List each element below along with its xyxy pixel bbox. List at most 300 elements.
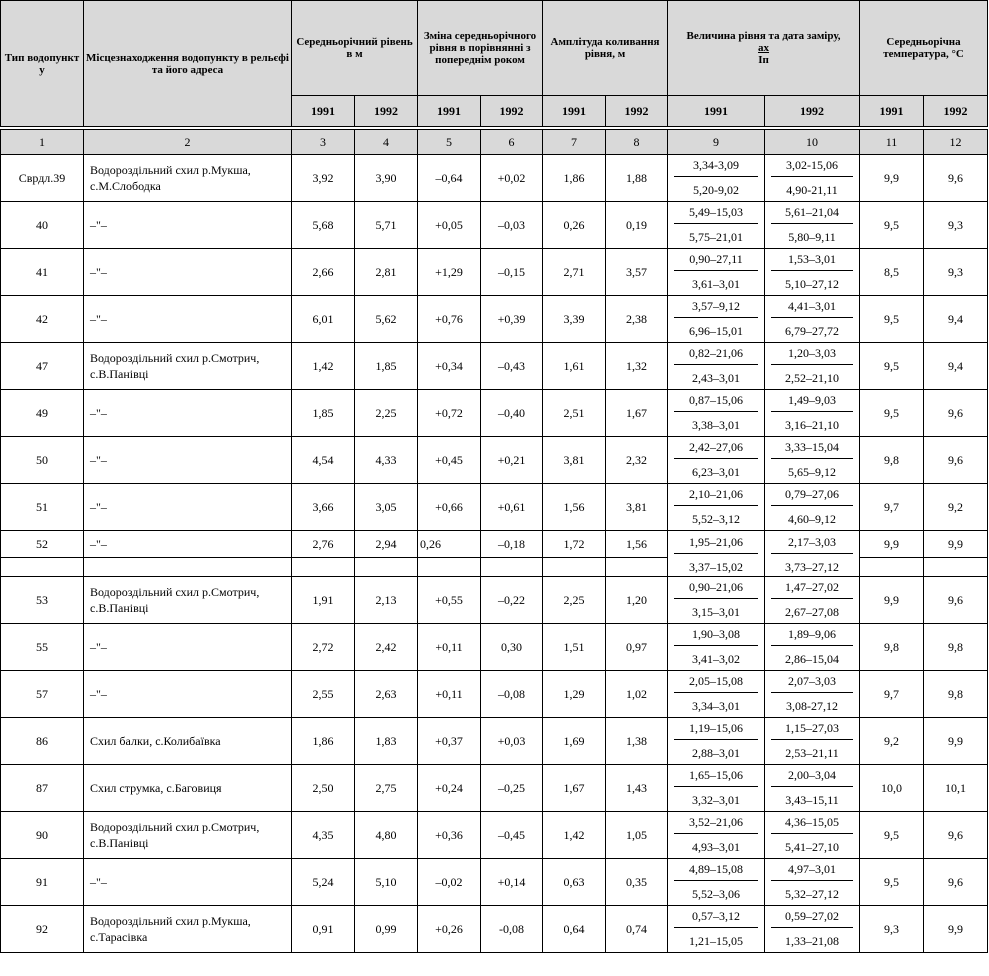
well-location: Водороздільний схил р.Смотрич, с.В.Панівці [84,812,292,859]
level-max: 1,65–15,06 [674,767,758,787]
well-id: 90 [1,812,84,859]
amplitude-1992: 0,19 [606,202,668,249]
level-max: 3,33–15,04 [771,439,853,459]
mean-level-1992: 1,85 [355,343,418,390]
temperature-1992: 9,6 [924,859,988,906]
level-date-1991 [668,249,765,296]
level-date-1992 [765,671,860,718]
level-date-1991 [668,906,765,953]
level-min: 3,37–15,02 [689,559,744,574]
header-temperature: Середньорічна температура, °С [860,1,988,96]
amplitude-1992: 1,38 [606,718,668,765]
well-id: 57 [1,671,84,718]
amplitude-1992: 0,35 [606,859,668,906]
year-header: 1992 [924,96,988,127]
temperature-1992: 9,8 [924,671,988,718]
level-change-1992: –0,08 [481,671,543,718]
level-change-1992: 0,30 [481,624,543,671]
level-max: 4,89–15,08 [674,861,758,881]
year-header: 1992 [765,96,860,127]
level-date-1991 [668,155,765,202]
level-max: 1,47–27,02 [771,579,853,599]
table-row [1,624,988,671]
mean-level-1991: 4,35 [292,812,355,859]
level-change-1991: +0,37 [418,718,481,765]
amplitude-1992: 0,97 [606,624,668,671]
well-location: Водороздільний схил р.Мукша, с.Тарасівка [84,906,292,953]
temperature-1992: 9,6 [924,155,988,202]
amplitude-1992: 3,57 [606,249,668,296]
level-max: 3,57–9,12 [674,298,758,318]
well-location: Водороздільний схил р.Смотрич, с.В.Панівці [84,577,292,624]
level-min: 2,43–3,01 [692,371,741,385]
amplitude-1991: 1,56 [543,484,606,531]
level-min: 4,60–9,12 [788,512,837,526]
amplitude-1991: 1,72 [543,531,606,558]
level-min: 3,34–3,01 [692,699,741,713]
temperature-1991: 9,7 [860,484,924,531]
level-max: 0,79–27,06 [771,486,853,506]
temperature-1991: 9,9 [860,577,924,624]
mean-level-1992: 2,94 [355,531,418,558]
level-date-1992 [765,155,860,202]
temperature-1992: 9,9 [924,906,988,953]
level-change-1991: +0,34 [418,343,481,390]
mean-level-1991: 4,54 [292,437,355,484]
year-header: 1991 [860,96,924,127]
level-min: 5,75–21,01 [689,230,744,244]
well-id: 41 [1,249,84,296]
level-max: 2,10–21,06 [674,486,758,506]
year-header: 1991 [418,96,481,127]
column-number: 2 [84,130,292,155]
level-date-1991 [668,765,765,812]
level-date-1991 [668,531,765,558]
amplitude-1991: 2,71 [543,249,606,296]
table-row [1,296,988,343]
level-min: 5,52–3,12 [692,512,741,526]
temperature-1992: 9,3 [924,249,988,296]
level-change-1992: –0,03 [481,202,543,249]
well-location: –"– [84,484,292,531]
mean-level-1991: 6,01 [292,296,355,343]
mean-level-1991: 0,91 [292,906,355,953]
mean-level-1992: 2,42 [355,624,418,671]
temperature-1992: 9,4 [924,343,988,390]
well-id: 92 [1,906,84,953]
level-change-1991: +1,29 [418,249,481,296]
level-max: 1,19–15,06 [674,720,758,740]
level-change-1992: -0,08 [481,906,543,953]
level-max: 4,41–3,01 [771,298,853,318]
level-change-1992: +0,61 [481,484,543,531]
well-id: 52 [1,531,84,558]
well-location: Водороздільний схил р.Мукша, с.М.Слободка [84,155,292,202]
amplitude-1991: 3,39 [543,296,606,343]
mean-level-1991: 3,66 [292,484,355,531]
table-row [1,437,988,484]
header-mean-level: Середньорічний рівень в м [292,1,418,96]
level-max: 5,49–15,03 [674,204,758,224]
column-number: 10 [765,130,860,155]
year-header: 1992 [355,96,418,127]
level-min: 5,80–9,11 [788,230,836,244]
level-max: 2,42–27,06 [674,439,758,459]
mean-level-1991: 3,92 [292,155,355,202]
level-date-1992 [765,343,860,390]
amplitude-1991: 1,69 [543,718,606,765]
well-location: Схил струмка, с.Баговиця [84,765,292,812]
mean-level-1991: 1,42 [292,343,355,390]
mean-level-1992: 3,90 [355,155,418,202]
level-min: 5,65–9,12 [788,465,837,479]
temperature-1991: 9,5 [860,296,924,343]
temperature-1992: 9,4 [924,296,988,343]
well-location: –"– [84,624,292,671]
mean-level-1991: 5,24 [292,859,355,906]
level-change-1991: +0,11 [418,671,481,718]
level-max: 0,59–27,02 [771,908,853,928]
temperature-1991: 8,5 [860,249,924,296]
level-change-1991: +0,55 [418,577,481,624]
level-date-1991 [668,624,765,671]
level-min: 5,20-9,02 [693,183,740,197]
amplitude-1992: 2,32 [606,437,668,484]
table-row [1,202,988,249]
level-date-1991 [668,484,765,531]
amplitude-1991: 1,29 [543,671,606,718]
mean-level-1991: 5,68 [292,202,355,249]
column-number: 12 [924,130,988,155]
temperature-1991: 9,9 [860,155,924,202]
mean-level-1992: 2,81 [355,249,418,296]
level-date-1992 [765,624,860,671]
level-date-1992 [765,296,860,343]
well-location: –"– [84,249,292,296]
level-min: 2,53–21,11 [785,746,839,760]
well-id: 86 [1,718,84,765]
amplitude-1991: 2,51 [543,390,606,437]
table-row [1,484,988,531]
amplitude-1992: 1,32 [606,343,668,390]
amplitude-1991: 0,63 [543,859,606,906]
temperature-1991: 9,5 [860,202,924,249]
level-min: 3,61–3,01 [692,277,741,291]
level-change-1992: –0,43 [481,343,543,390]
header-change: Зміна середньорічного рівня в порівнянні з попереднім роком [418,1,543,96]
table-row [1,558,988,577]
column-number: 8 [606,130,668,155]
column-number: 7 [543,130,606,155]
well-id: 51 [1,484,84,531]
level-max: 4,36–15,05 [771,814,853,834]
column-number: 1 [1,130,84,155]
amplitude-1992: 1,02 [606,671,668,718]
well-id: Сврдл.39 [1,155,84,202]
level-min: 6,23–3,01 [692,465,741,479]
amplitude-1992: 1,20 [606,577,668,624]
amplitude-1992: 1,05 [606,812,668,859]
well-id: 40 [1,202,84,249]
table-row [1,671,988,718]
mean-level-1992: 2,25 [355,390,418,437]
amplitude-1992: 1,43 [606,765,668,812]
level-min: 3,16–21,10 [785,418,840,432]
level-date-1991 [668,390,765,437]
level-change-1991: –0,64 [418,155,481,202]
mean-level-1991: 2,66 [292,249,355,296]
amplitude-1991: 1,67 [543,765,606,812]
level-change-1991: –0,02 [418,859,481,906]
level-min: 2,88–3,01 [692,746,741,760]
header-level-date-title: Величина рівня та дата заміру, [686,30,841,42]
level-date-1992 [765,249,860,296]
column-number: 9 [668,130,765,155]
level-change-1992: +0,14 [481,859,543,906]
table-row [1,812,988,859]
well-location: –"– [84,671,292,718]
level-date-1992 [765,765,860,812]
mean-level-1992: 2,75 [355,765,418,812]
level-date-1992 [765,531,860,558]
temperature-1991: 9,7 [860,671,924,718]
level-max: 3,34-3,09 [674,157,758,177]
level-date-1991 [668,859,765,906]
amplitude-1991: 1,61 [543,343,606,390]
well-location: Водороздільний схил р.Смотрич, с.В.Панівці [84,343,292,390]
level-change-1992: +0,39 [481,296,543,343]
amplitude-1992: 1,88 [606,155,668,202]
level-max: 1,15–27,03 [771,720,853,740]
level-date-1991 [668,812,765,859]
level-max: 0,82–21,06 [674,345,758,365]
temperature-1991: 9,9 [860,531,924,558]
column-number: 11 [860,130,924,155]
level-max: 2,00–3,04 [771,767,853,787]
mean-level-1992: 0,99 [355,906,418,953]
level-change-1992: +0,03 [481,718,543,765]
mean-level-1991: 2,55 [292,671,355,718]
level-change-1992: +0,02 [481,155,543,202]
table-row [1,765,988,812]
level-date-1992 [765,202,860,249]
level-min: 3,32–3,01 [692,793,741,807]
level-max: 3,02-15,06 [771,157,853,177]
level-max: 2,05–15,08 [674,673,758,693]
level-min: 3,08-27,12 [786,699,839,713]
level-change-1992: –0,18 [481,531,543,558]
year-header: 1991 [668,96,765,127]
level-date-1992 [765,390,860,437]
level-max: 0,87–15,06 [674,392,758,412]
level-max: 0,90–27,11 [674,251,758,271]
level-max: 3,52–21,06 [674,814,758,834]
amplitude-1992: 0,74 [606,906,668,953]
temperature-1991: 9,2 [860,718,924,765]
mean-level-1992: 3,05 [355,484,418,531]
header-level-date-in: Іп [758,54,769,66]
level-change-1991: +0,11 [418,624,481,671]
level-min: 1,33–21,08 [785,934,840,948]
level-min: 3,73–27,12 [785,559,840,574]
level-min: 5,32–27,12 [785,887,840,901]
amplitude-1992: 2,38 [606,296,668,343]
level-max: 1,90–3,08 [674,626,758,646]
level-date-1992 [765,906,860,953]
mean-level-1991: 2,76 [292,531,355,558]
temperature-1992: 10,1 [924,765,988,812]
temperature-1992: 9,9 [924,531,988,558]
level-date-1992 [765,484,860,531]
mean-level-1992: 2,13 [355,577,418,624]
well-location: Схил балки, с.Колибаївка [84,718,292,765]
level-change-1991: +0,26 [418,906,481,953]
level-change-1991: 0,26 [418,531,481,558]
level-change-1992: +0,21 [481,437,543,484]
table-row [1,390,988,437]
header-amplitude: Амплітуда коливання рівня, м [543,1,668,96]
well-id: 50 [1,437,84,484]
level-max: 5,61–21,04 [771,204,853,224]
temperature-1991: 9,8 [860,437,924,484]
level-change-1991: +0,05 [418,202,481,249]
level-date-1992 [765,859,860,906]
well-id: 87 [1,765,84,812]
year-header: 1992 [481,96,543,127]
table-row [1,906,988,953]
table-row [1,155,988,202]
level-date-1992 [765,718,860,765]
level-change-1992: –0,45 [481,812,543,859]
level-date-1991 [668,343,765,390]
level-max: 1,95–21,06 [674,534,758,554]
level-change-1991: +0,24 [418,765,481,812]
level-max: 4,97–3,01 [771,861,853,881]
amplitude-1991: 1,51 [543,624,606,671]
temperature-1992: 9,8 [924,624,988,671]
level-min: 4,90-21,11 [786,183,838,197]
level-min: 3,41–3,02 [692,652,741,666]
amplitude-1992: 1,67 [606,390,668,437]
level-max: 1,53–3,01 [771,251,853,271]
level-change-1992: –0,25 [481,765,543,812]
level-max: 1,49–9,03 [771,392,853,412]
table-row [1,859,988,906]
well-location: –"– [84,202,292,249]
mean-level-1992: 5,62 [355,296,418,343]
column-number: 3 [292,130,355,155]
mean-level-1992: 2,63 [355,671,418,718]
mean-level-1991: 1,91 [292,577,355,624]
level-max: 0,57–3,12 [674,908,758,928]
well-id: 55 [1,624,84,671]
level-change-1991: +0,66 [418,484,481,531]
level-min: 3,15–3,01 [692,605,741,619]
amplitude-1991: 1,86 [543,155,606,202]
mean-level-1992: 5,71 [355,202,418,249]
level-date-1991 [668,671,765,718]
table-row [1,531,988,558]
amplitude-1991: 3,81 [543,437,606,484]
level-change-1992: –0,15 [481,249,543,296]
level-date-1991 [668,202,765,249]
year-header: 1991 [292,96,355,127]
level-min: 1,21–15,05 [689,934,744,948]
level-min: 2,67–27,08 [785,605,840,619]
well-location: –"– [84,390,292,437]
well-id: 91 [1,859,84,906]
temperature-1992: 9,3 [924,202,988,249]
amplitude-1991: 1,42 [543,812,606,859]
well-id: 42 [1,296,84,343]
temperature-1991: 9,5 [860,859,924,906]
temperature-1991: 9,5 [860,812,924,859]
level-date-1991 [668,718,765,765]
temperature-1992: 9,2 [924,484,988,531]
header-level-date-ax: ах [758,42,770,54]
mean-level-1991: 1,85 [292,390,355,437]
mean-level-1991: 2,50 [292,765,355,812]
level-date-1991 [668,296,765,343]
year-header: 1992 [606,96,668,127]
level-date-1992 [765,812,860,859]
level-min: 4,93–3,01 [692,840,741,854]
level-min: 5,52–3,06 [692,887,741,901]
temperature-1991: 9,5 [860,343,924,390]
level-change-1991: +0,76 [418,296,481,343]
column-number: 5 [418,130,481,155]
header-level-date [668,1,860,96]
well-location: –"– [84,531,292,558]
amplitude-1992: 3,81 [606,484,668,531]
level-date-1991 [668,577,765,624]
temperature-1992: 9,6 [924,390,988,437]
well-id: 53 [1,577,84,624]
mean-level-1992: 4,33 [355,437,418,484]
temperature-1992: 9,9 [924,718,988,765]
mean-level-1992: 1,83 [355,718,418,765]
amplitude-1991: 2,25 [543,577,606,624]
well-location: –"– [84,296,292,343]
temperature-1991: 9,3 [860,906,924,953]
amplitude-1991: 0,26 [543,202,606,249]
temperature-1991: 10,0 [860,765,924,812]
well-id: 49 [1,390,84,437]
level-change-1991: +0,72 [418,390,481,437]
header-type: Тип водопункт у [1,1,84,127]
year-header: 1991 [543,96,606,127]
level-min: 3,43–15,11 [785,793,839,807]
well-id: 47 [1,343,84,390]
column-number: 4 [355,130,418,155]
level-max: 1,20–3,03 [771,345,853,365]
level-date-1991-min [668,558,765,577]
well-location: –"– [84,859,292,906]
level-date-1992 [765,577,860,624]
level-max: 1,89–9,06 [771,626,853,646]
level-date-1991 [668,437,765,484]
amplitude-1992: 1,56 [606,531,668,558]
level-min: 3,38–3,01 [692,418,741,432]
mean-level-1992: 5,10 [355,859,418,906]
level-date-1992 [765,437,860,484]
temperature-1992: 9,6 [924,812,988,859]
temperature-1991: 9,8 [860,624,924,671]
table-row [1,249,988,296]
level-max: 2,17–3,03 [771,534,853,554]
mean-level-1991: 2,72 [292,624,355,671]
level-change-1991: +0,36 [418,812,481,859]
